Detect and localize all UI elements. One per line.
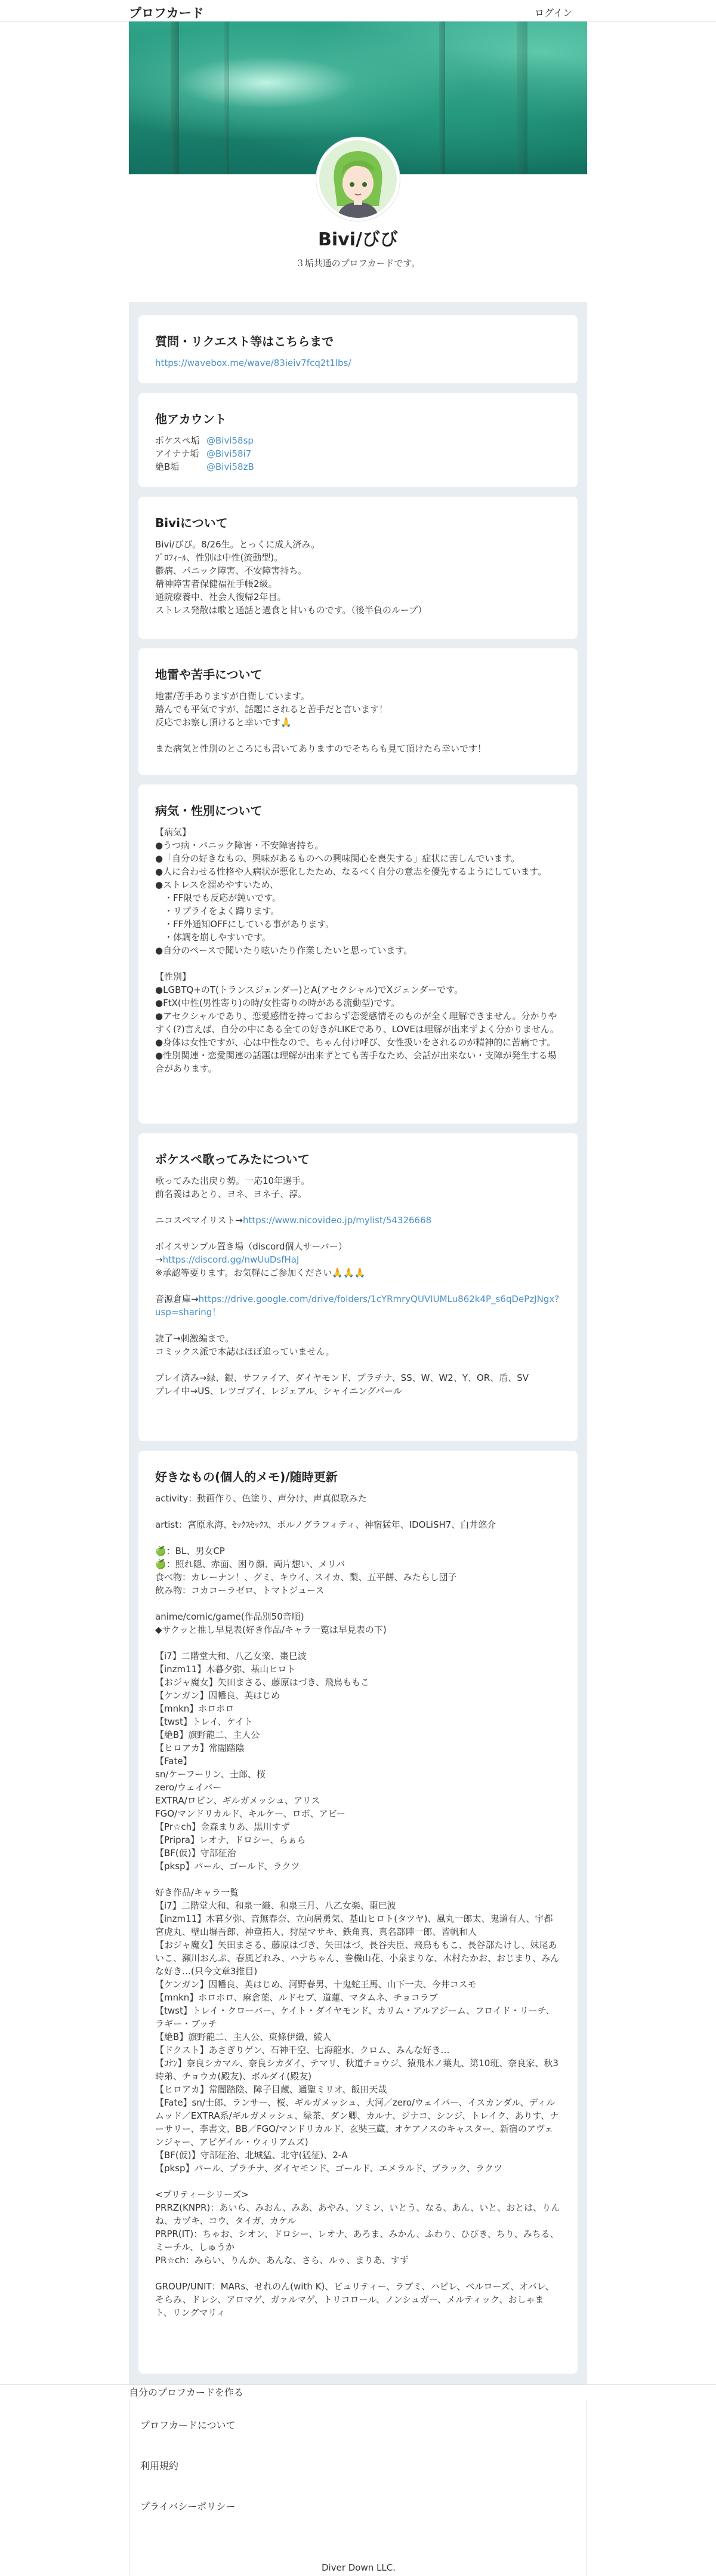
text-line: 【pksp】パール、プラチナ、ダイヤモンド、ゴールド、エメラルド、ブラック、ラクツ bbox=[155, 2163, 502, 2174]
footer-link-about[interactable]: プロフカードについて bbox=[140, 2420, 236, 2431]
text-line: 【絶B】旗野龍二、主人公 bbox=[155, 1729, 260, 1740]
illness-title: 病気・性別について bbox=[155, 804, 263, 818]
text-line: 【inzm11】木暮夕弥、音無春奈、立向居勇気、基山ヒロト(タツヤ)、風丸一郎太、鬼道有人、宇都宮虎丸、壁山塀吾郎、神童拓人、狩屋マサキ、鉄角真、真名部陣一郎、皆帆和人 bbox=[155, 1913, 553, 1937]
text-line: 前名義はあとり、ヨネ、ヨネ子、淳。 bbox=[155, 1189, 307, 1199]
text-line: 通院療養中、社会人復帰2年目。 bbox=[155, 592, 286, 602]
pokespe-title: ポケスペ歌ってみたについて bbox=[155, 1152, 310, 1167]
text-line bbox=[155, 1597, 561, 1610]
text-line: ・リプライをよく躊ります。 bbox=[155, 906, 280, 916]
text-line: 【ケンガン】因幡良、英はじめ bbox=[155, 1690, 280, 1701]
text-line: 【i7】二階堂大和、和泉一織、和泉三月、八乙女楽、棗巳波 bbox=[155, 1900, 396, 1911]
text-line: zero/ウェイバー bbox=[155, 1782, 222, 1793]
text-line: anime/comic/game(作品別50音順) bbox=[155, 1611, 304, 1622]
likes-title: 好きなもの(個人的メモ)/随時更新 bbox=[155, 1470, 338, 1484]
account-row bbox=[155, 460, 561, 473]
text-line: 踏んでも平気ですが、話題にされると苦手だと言います！ bbox=[155, 704, 388, 715]
account-id-link[interactable]: @Bivi58zB bbox=[206, 461, 254, 472]
text-line: ストレス発散は歌と通話と過食と甘いものです。（後半負のループ） bbox=[155, 605, 427, 615]
account-label: ポケスペ垢 bbox=[155, 435, 200, 446]
text-line: 精神障害者保健福祉手帳2級。 bbox=[155, 578, 277, 589]
mines-title: 地雷や苦手について bbox=[155, 667, 263, 682]
account-row bbox=[155, 447, 561, 460]
profile-subtitle: ３垢共通のプロフカードです。 bbox=[295, 258, 421, 269]
account-row bbox=[155, 434, 561, 447]
text-line: コミックス派で本誌はほぼ追っていません。 bbox=[155, 1346, 335, 1357]
text-line: <プリティーシリーズ> bbox=[155, 2189, 249, 2200]
text-line: Bivi/びび。8/26生。とっくに成人済み。 bbox=[155, 539, 320, 550]
illness-card bbox=[138, 784, 578, 1124]
request-link[interactable]: https://wavebox.me/wave/83ieiv7fcq2t1lbs/ bbox=[155, 358, 351, 368]
text-line: 【おジャ魔女】矢田まさる、藤原はづき、飛鳥ももこ bbox=[155, 1677, 370, 1688]
text-line: 【Fate】 bbox=[155, 1756, 192, 1766]
text-line: ・FF限でも反応が鈍いです。 bbox=[155, 892, 282, 903]
drive-link[interactable]: https://drive.google.com/drive/folders/1cYRmryQUVIUMLu862k4P_s6qDePzJNgx?usp=sharing！ bbox=[155, 1294, 560, 1318]
discord-label: → bbox=[155, 1254, 163, 1265]
footer-bar bbox=[0, 2384, 716, 2400]
brand-logo[interactable]: プロフカード bbox=[129, 6, 204, 20]
account-label: アイナナ垢 bbox=[155, 448, 199, 459]
text-line: 【ドクスト】あさぎりゲン、石神千空、七海龍水、クロム、みんな好き… bbox=[155, 2045, 450, 2055]
request-title: 質問・リクエスト等はこちらまで bbox=[155, 334, 334, 349]
text-line: ◆サクッと推し早見表(好き作品/キャラ一覧は早見表の下) bbox=[155, 1624, 387, 1635]
text-line bbox=[155, 2267, 561, 2280]
drive-label: 音源倉庫→ bbox=[155, 1294, 199, 1304]
illness-text bbox=[155, 826, 561, 1075]
text-line: ※承認等要ります。お気軽にご参加ください🙏🙏🙏 bbox=[155, 1267, 366, 1278]
account-id-link[interactable]: @Bivi58sp bbox=[206, 435, 254, 446]
text-line: ●身体は女性ですが、心は中性なので、ちゃん付け呼び、女性扱いをされるのが精神的に苦痛です。 bbox=[155, 1037, 555, 1048]
text-line: 【twst】トレイ、ケイト bbox=[155, 1716, 253, 1727]
pokespe-card bbox=[138, 1133, 578, 1441]
text-line: プレイ済み→緑、銀、サファイア、ダイヤモンド、プラチナ、SS、W、W2、Y、OR、盾、SV bbox=[155, 1372, 529, 1383]
text-line: 【絶B】旗野龍二、主人公、東條伊織、綾人 bbox=[155, 2032, 332, 2042]
text-line bbox=[155, 2175, 561, 2188]
text-line: 【ケンガン】因幡良、英はじめ、河野春男、十鬼蛇王馬、山下一夫、今井コスモ bbox=[155, 1979, 477, 1990]
likes-card bbox=[138, 1451, 578, 2374]
text-line: ●人に合わせる性格や人病状が悪化したため、なるべく自分の意志を優先するようにしています。 bbox=[155, 866, 547, 877]
mylist-line bbox=[155, 1214, 561, 1227]
text-line: 歌ってみた出戻り勢。一応10年選手。 bbox=[155, 1175, 310, 1186]
text-line: ●アセクシャルであり、恋愛感情を持っておらず恋愛感情そのものが全く理解できません。分かりやすく(?)言えば、自分の中にある全ての好きがLIKEであり、LOVEは理解が出来ずよく分かりません。 bbox=[155, 1011, 559, 1035]
text-line: 🍏：BL、男女CP bbox=[155, 1546, 225, 1556]
text-line: 【i7】二階堂大和、八乙女楽、棗巳波 bbox=[155, 1651, 307, 1661]
account-id-link[interactable]: @Bivi58i7 bbox=[206, 448, 252, 459]
accounts-card bbox=[138, 393, 578, 487]
text-line: 地雷/苦手ありますが自衛しています。 bbox=[155, 691, 310, 701]
about-title: Biviについて bbox=[155, 516, 228, 530]
text-line: ●自分のペースで聞いたり呟いたり作業したいと思っています。 bbox=[155, 945, 413, 956]
text-line: 【BF(仮)】守部征治、北城猛、北守(猛征)、2-A bbox=[155, 2150, 348, 2160]
text-line: 鬱病、パニック障害、不安障害持ち。 bbox=[155, 565, 307, 576]
text-line: 🍏：照れ隠、赤面、困り顔、両片想い、メリバ bbox=[155, 1559, 345, 1569]
text-line: 好き作品/キャラ一覧 bbox=[155, 1887, 239, 1898]
text-line: 【性別】 bbox=[155, 971, 192, 982]
text-line bbox=[155, 1505, 561, 1518]
profile-name: Bivi/びび bbox=[318, 229, 398, 250]
text-line bbox=[155, 729, 561, 742]
text-line: プレイ中→US、レツゴブイ、レジェアル、シャイニングパール bbox=[155, 1386, 402, 1396]
avatar bbox=[316, 137, 400, 221]
footer-link-privacy[interactable]: プライバシーポリシー bbox=[140, 2501, 236, 2512]
mylist-link[interactable]: https://www.nicovideo.jp/mylist/54326668 bbox=[242, 1215, 432, 1226]
copyright: Diver Down LLC. bbox=[322, 2562, 396, 2573]
text-line: 読了→刺激編まで。 bbox=[155, 1333, 234, 1344]
text-line bbox=[155, 1636, 561, 1649]
text-line: 【pksp】パール、ゴールド、ラクツ bbox=[155, 1861, 300, 1872]
text-line: ●ストレスを溜めやすいため、 bbox=[155, 879, 279, 890]
text-line: FGO/マンドリカルド、キルケー、ロボ、アビー bbox=[155, 1808, 345, 1819]
login-link[interactable]: ログイン bbox=[535, 7, 573, 19]
discord-line bbox=[155, 1253, 561, 1266]
mylist-label: ニコスペマイリスト→ bbox=[155, 1215, 243, 1226]
text-line: ●「自分の好きなもの、興味があるものへの興味関心を喪失する」症状に苦しんでいます。 bbox=[155, 853, 520, 864]
accounts-title: 他アカウント bbox=[155, 412, 227, 426]
text-line: 【mnkn】ホロホロ、麻倉葉、ルドセブ、道蓮、マタムネ、チョコラブ bbox=[155, 1992, 438, 2003]
text-line bbox=[155, 957, 561, 970]
text-line: EXTRA/ロビン、ギルガメッシュ、アリス bbox=[155, 1795, 320, 1806]
text-line: PR☆ch：みらい、りんか、あんな、さら、ルゥ、まりあ、すず bbox=[155, 2255, 409, 2266]
text-line: 【Pripra】レオナ、ドロシー、らぁら bbox=[155, 1835, 306, 1845]
about-text bbox=[155, 538, 561, 617]
text-line: 飲み物：コカコーラゼロ、トマトジュース bbox=[155, 1585, 325, 1596]
text-line: GROUP/UNIT：MARs、せれのん(with K)、ビュリティー、ラブミ、ハピレ、ベルローズ、オバレ、そらみ、ドレシ、アロマゲ、ガァルマゲ、トリコロール、ノンシュガー、メルティック、おしゃまト、リングマリィ bbox=[155, 2281, 554, 2318]
text-line: 【おジャ魔女】矢田まさる、藤原はづき、矢田はづ、長谷夫臣、飛鳥ももこ、長谷部たけし、妹尾あいこ、瀬川おんぷ、春風どれみ、ハナちゃん、巻機山花、小泉まりな、木村たかお、おじまり、みんな好き…(只今文章3推目) bbox=[155, 1940, 560, 1977]
text-line: ●うつ病・パニック障害・不安障害持ち。 bbox=[155, 840, 324, 851]
text-line: 食べ物：カレーナン！、グミ、キウイ、スイカ、梨、五平餅、みたらし団子 bbox=[155, 1572, 457, 1583]
text-line: ・体調を崩しやすいです。 bbox=[155, 932, 271, 943]
text-line: ●LGBTQ+のT(トランスジェンダー)とA(アセクシャル)でXジェンダーです。 bbox=[155, 984, 464, 995]
text-line: 【ヒロアカ】常闇踏陰 bbox=[155, 1743, 245, 1753]
text-line: また病気と性別のところにも書いてありますのでそちらも見て頂けたら幸いです！ bbox=[155, 743, 487, 754]
request-card bbox=[138, 315, 578, 383]
text-line: 【Fate】sn/士郎、ランサー、桜、ギルガメッシュ、大河／zero/ウェイバー、イスカンダル、ディルムッド／EXTRA系/ギルガメッシュ、緑茶、ダン卿、カルナ、ジナコ、シンジ、トレイク、ありす、ナーサリー、李書文、BB／FGO/マンドリカルド、玄奘三蔵、オケアノスのキャスター、新宿のアヴェンジャー、アビゲイル・ウィリアムズ) bbox=[155, 2097, 559, 2147]
text-line: ﾌﾟﾛﾌｨｰﾙ、性別は中性(流動型)。 bbox=[155, 552, 283, 563]
text-line: 【BF(仮)】守部征治 bbox=[155, 1848, 236, 1858]
text-line: 【twst】トレイ・クローバー、ケイト・ダイヤモンド、カリム・アルアジーム、フロイド・リーチ、ラギー・ブッチ bbox=[155, 2005, 555, 2029]
mines-card bbox=[138, 648, 578, 775]
likes-text bbox=[155, 1492, 561, 2319]
text-line: sn/ケーフーリン、士郎、桜 bbox=[155, 1769, 266, 1780]
text-line: ●性別関連・恋愛関連の話題は理解が出来ずとても苦手なため、会話が出来ない・支障が発生する場合があります。 bbox=[155, 1050, 557, 1074]
top-bar bbox=[0, 0, 716, 21]
text-line: PRRZ(KNPR)：あいら、みおん、みあ、あやみ、ソミン、いとう、なる、あん、いと、おとは、りんね、カヅキ、コウ、タイガ、カケル bbox=[155, 2202, 560, 2226]
pokespe-text bbox=[155, 1174, 561, 1398]
text-line bbox=[155, 1531, 561, 1544]
text-line: ●FtX(中性(男性寄り)の時/女性寄りの時がある流動型)です。 bbox=[155, 998, 400, 1008]
footer-links bbox=[129, 2400, 587, 2576]
text-line: 【ｺﾅﾝ】奈良シカマル、奈良シカダイ、テマリ、秋道チョウジ、猿飛木ノ葉丸、第10班、奈良家、秋3時弟、チョウカ(殿友)、ボルダイ(殿友) bbox=[155, 2058, 558, 2082]
about-card bbox=[138, 497, 578, 639]
drive-line bbox=[155, 1292, 561, 1319]
profile-column bbox=[129, 21, 587, 2576]
text-line: ボイスサンプル置き場（discord個人サーバー） bbox=[155, 1241, 347, 1252]
make-card-link[interactable]: 自分のプロフカードを作る bbox=[129, 2387, 243, 2398]
account-label: 絶B垢 bbox=[155, 461, 180, 472]
mines-text bbox=[155, 690, 561, 755]
discord-link[interactable]: https://discord.gg/nwUuDsfHaJ bbox=[162, 1254, 300, 1265]
text-line: PRPR(IT)：ちゃお、シオン、ドロシー、レオナ、あろま、みかん、ふわり、ひびき、ちり、みちる、ミーチル、しゅうか bbox=[155, 2229, 559, 2252]
text-line: artist：宮原永海、ｾｯｸｽｾｯｸｽ、ポルノグラフィティ、神宿猛年、IDOLiSH7、白井悠介 bbox=[155, 1519, 496, 1530]
text-line: 【Pr☆ch】金森まりあ、黒川すず bbox=[155, 1821, 290, 1832]
footer-link-terms[interactable]: 利用規約 bbox=[140, 2460, 179, 2472]
text-line: ・FF外通知OFFにしている事があります。 bbox=[155, 919, 335, 930]
text-line: 【病気】 bbox=[155, 827, 192, 838]
text-line: 【ヒロアカ】常闇踏陰、障子目蔵、通聖ミリオ、飯田天哉 bbox=[155, 2084, 387, 2095]
text-line: 【mnkn】ホロホロ bbox=[155, 1703, 234, 1714]
text-line bbox=[155, 1873, 561, 1886]
text-line: 【inzm11】木暮夕弥、基山ヒロト bbox=[155, 1664, 296, 1675]
text-line: activity：動画作り、色塗り、声分け、声真似歌みた bbox=[155, 1493, 367, 1504]
text-line: 反応でお察し頂けると幸いです🙏 bbox=[155, 717, 292, 728]
